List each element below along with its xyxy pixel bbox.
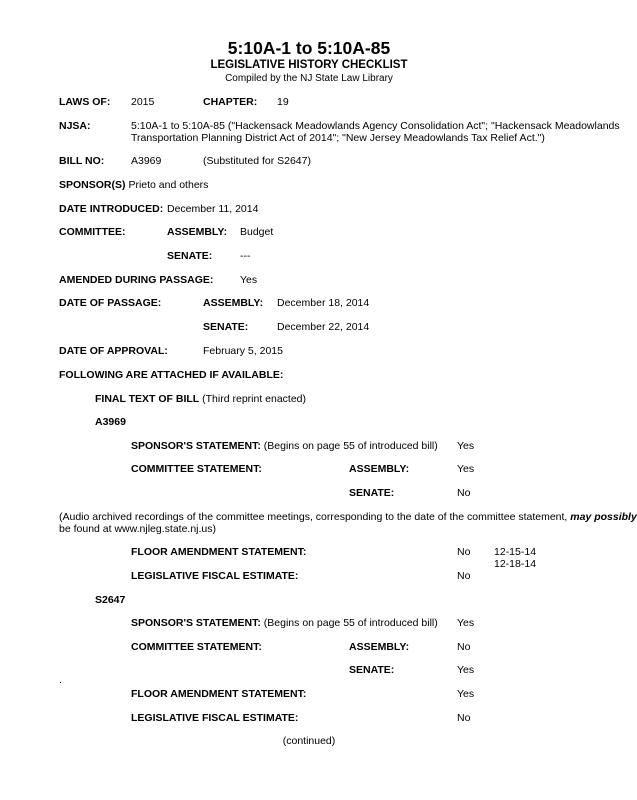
a3969-cs-senate-label: SENATE: [349, 487, 395, 499]
a3969-sponsor-statement-label: SPONSOR'S STATEMENT: [131, 440, 261, 452]
s2647-sponsor-statement-note: (Begins on page 55 of introduced bill) [263, 617, 438, 629]
s2647-fiscal-estimate-value: No [457, 712, 471, 724]
sponsors-value: Prieto and others [128, 179, 209, 191]
sponsors-row [59, 179, 208, 192]
a3969-floor-amendment-date-1: 12-15-14 [494, 546, 537, 558]
continued-note: (continued) [282, 735, 336, 747]
a3969-floor-amendment-label: FLOOR AMENDMENT STATEMENT: [131, 546, 307, 558]
passage-assembly-label: ASSEMBLY: [203, 297, 264, 309]
date-introduced-value: December 11, 2014 [167, 203, 259, 215]
a3969-sponsor-statement-note: (Begins on page 55 of introduced bill) [263, 440, 438, 452]
final-text-note: (Third reprint enacted) [202, 393, 307, 405]
final-text-row [95, 393, 306, 406]
a3969-fiscal-estimate-value: No [457, 570, 471, 582]
committee-senate-value: --- [240, 250, 251, 262]
s2647-floor-amendment-label: FLOOR AMENDMENT STATEMENT: [131, 688, 307, 700]
compiled-by: Compiled by the NJ State Law Library [225, 73, 393, 84]
audio-note-emphasis: may possibly [570, 511, 637, 523]
a3969-fiscal-estimate-label: LEGISLATIVE FISCAL ESTIMATE: [131, 570, 299, 582]
njsa-value-line2: Transportation Planning District Act of 2014"; "New Jersey Meadowlands Tax Relief Act.") [131, 132, 545, 144]
laws-of-label: LAWS OF: [59, 96, 111, 108]
sponsors-label: SPONSOR(S) [59, 179, 126, 191]
s2647-sponsor-statement-value: Yes [457, 617, 475, 629]
a3969-cs-assembly-value: Yes [457, 463, 475, 475]
amended-label: AMENDED DURING PASSAGE: [59, 274, 214, 286]
date-of-approval-value: February 5, 2015 [203, 345, 283, 357]
attached-heading: FOLLOWING ARE ATTACHED IF AVAILABLE: [59, 369, 284, 381]
chapter-label: CHAPTER: [203, 96, 258, 108]
date-of-passage-label: DATE OF PASSAGE: [59, 297, 162, 309]
s2647-fiscal-estimate-label: LEGISLATIVE FISCAL ESTIMATE: [131, 712, 299, 724]
a3969-committee-statement-label: COMMITTEE STATEMENT: [131, 463, 262, 475]
s2647-sponsor-statement-row [131, 617, 438, 630]
njsa-value-line1: 5:10A-1 to 5:10A-85 ("Hackensack Meadowlands Agency Consolidation Act"; "Hackensack Meadowlands [131, 120, 620, 132]
stray-mark: . [59, 674, 62, 686]
a3969-cs-senate-value: No [457, 487, 471, 499]
a3969-sponsor-statement-row [131, 440, 438, 453]
amended-value: Yes [240, 274, 258, 286]
bill-substitution-note: (Substituted for S2647) [203, 155, 311, 167]
audio-note-line2: be found at www.njleg.state.nj.us) [59, 523, 217, 535]
a3969-heading: A3969 [95, 416, 126, 428]
a3969-floor-amendment-value: No [457, 546, 471, 558]
date-of-approval-label: DATE OF APPROVAL: [59, 345, 168, 357]
a3969-cs-assembly-label: ASSEMBLY: [349, 463, 410, 475]
a3969-sponsor-statement-value: Yes [457, 440, 475, 452]
njsa-label: NJSA: [59, 120, 91, 132]
s2647-heading: S2647 [95, 594, 126, 606]
passage-senate-value: December 22, 2014 [277, 321, 370, 333]
s2647-sponsor-statement-label: SPONSOR'S STATEMENT: [131, 617, 261, 629]
s2647-cs-senate-value: Yes [457, 664, 475, 676]
committee-assembly-value: Budget [240, 226, 274, 238]
committee-label: COMMITTEE: [59, 226, 126, 238]
audio-note-text: (Audio archived recordings of the committee meetings, corresponding to the date of the committee statement, [59, 511, 571, 523]
date-introduced-label: DATE INTRODUCED: [59, 203, 164, 215]
s2647-committee-statement-label: COMMITTEE STATEMENT: [131, 641, 262, 653]
passage-assembly-value: December 18, 2014 [277, 297, 370, 309]
document-subtitle: LEGISLATIVE HISTORY CHECKLIST [210, 59, 408, 71]
s2647-cs-assembly-value: No [457, 641, 471, 653]
document-title: 5:10A-1 to 5:10A-85 [227, 38, 391, 58]
passage-senate-label: SENATE: [203, 321, 249, 333]
committee-senate-label: SENATE: [167, 250, 213, 262]
final-text-label: FINAL TEXT OF BILL [95, 393, 200, 405]
s2647-cs-assembly-label: ASSEMBLY: [349, 641, 410, 653]
laws-of-value: 2015 [131, 96, 155, 108]
bill-no-label: BILL NO: [59, 155, 105, 167]
s2647-cs-senate-label: SENATE: [349, 664, 395, 676]
a3969-floor-amendment-date-2: 12-18-14 [494, 558, 537, 570]
chapter-value: 19 [277, 96, 289, 108]
committee-assembly-label: ASSEMBLY: [167, 226, 228, 238]
s2647-floor-amendment-value: Yes [457, 688, 475, 700]
bill-no-value: A3969 [131, 155, 162, 167]
